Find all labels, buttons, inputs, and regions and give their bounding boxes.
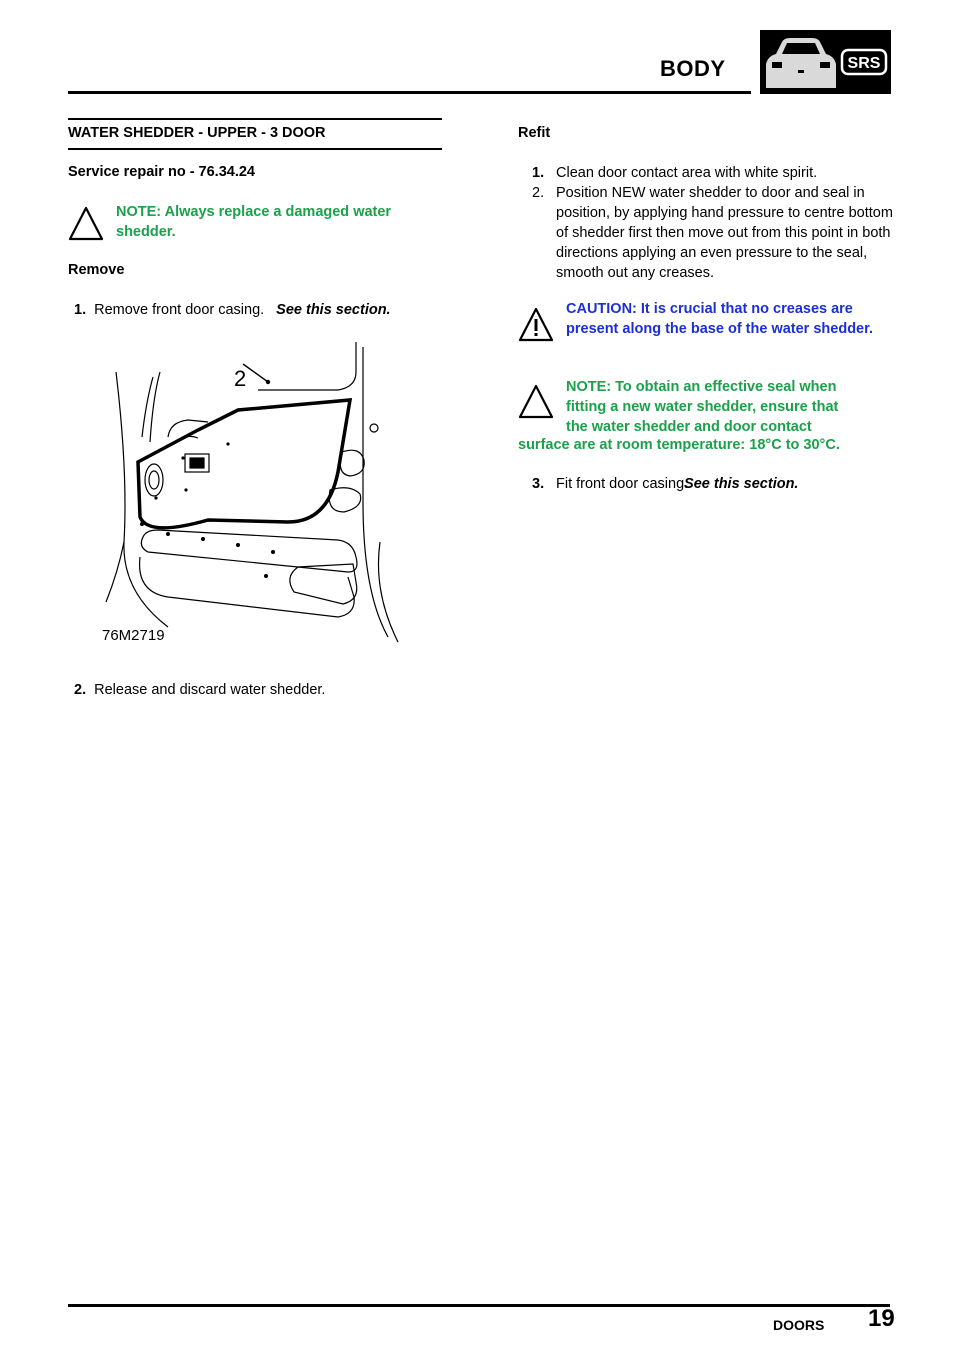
cross-reference-link[interactable]: See this section. xyxy=(276,302,391,318)
note-line-1: NOTE: To obtain an effective seal when xyxy=(566,379,837,395)
note-line-4: surface are at room temperature: 18°C to 30°C. xyxy=(518,437,840,453)
refit-step-1 xyxy=(532,163,896,183)
step-number: 1. xyxy=(532,165,545,181)
note-replace-shedder: NOTE: Always replace a damaged water shedder. xyxy=(116,204,392,240)
step-number: 1. xyxy=(74,302,87,318)
step-text: Remove front door casing. xyxy=(94,302,265,318)
step-text: Release and discard water shedder. xyxy=(94,682,326,698)
note-triangle-icon xyxy=(518,383,554,421)
footer-section: DOORS xyxy=(773,1317,825,1333)
figure-label: 76M2719 xyxy=(102,627,165,644)
heading-rule-bottom xyxy=(68,148,442,150)
remove-step-2 xyxy=(74,680,325,700)
page-number: 19 xyxy=(868,1305,895,1332)
note-line-2: fitting a new water shedder, ensure that xyxy=(566,399,839,415)
remove-heading: Remove xyxy=(68,262,125,278)
car-icon xyxy=(760,30,891,94)
step-text: Clean door contact area with white spirit. xyxy=(556,165,818,181)
note-triangle-icon xyxy=(68,205,104,243)
footer-rule xyxy=(68,1304,890,1307)
step-number: 3. xyxy=(532,476,545,492)
step-text: Fit front door casing. xyxy=(556,476,689,492)
refit-heading: Refit xyxy=(518,125,551,141)
header-rule xyxy=(68,91,751,94)
refit-step-2-text: Position NEW water shedder to door and seal in position, by applying hand pressure to centre bottom of shedder first then move out from this point in both directions applying an even pressure to the seal, smooth out any creases. xyxy=(556,185,893,281)
srs-logo xyxy=(760,30,891,94)
note-line-3: the water shedder and door contact xyxy=(566,419,812,435)
srs-logo-text: SRS xyxy=(847,55,881,72)
step-number: 2. xyxy=(74,682,87,698)
figure-callout-2: 2 xyxy=(234,366,247,391)
caution-creases: CAUTION: It is crucial that no creases are present along the base of the water shedder. xyxy=(566,301,873,337)
cross-reference-link[interactable]: See this section. xyxy=(684,476,799,492)
door-panel-illustration xyxy=(98,342,408,652)
heading-rule-top xyxy=(68,118,442,120)
refit-step-2-number: 2. xyxy=(532,185,545,201)
caution-triangle-icon xyxy=(518,306,554,344)
section-title: BODY xyxy=(660,56,726,81)
service-repair-no: Service repair no - 76.34.24 xyxy=(68,164,255,180)
page-heading: WATER SHEDDER - UPPER - 3 DOOR xyxy=(68,125,326,141)
remove-step-1 xyxy=(74,300,442,320)
refit-step-3 xyxy=(532,474,896,494)
